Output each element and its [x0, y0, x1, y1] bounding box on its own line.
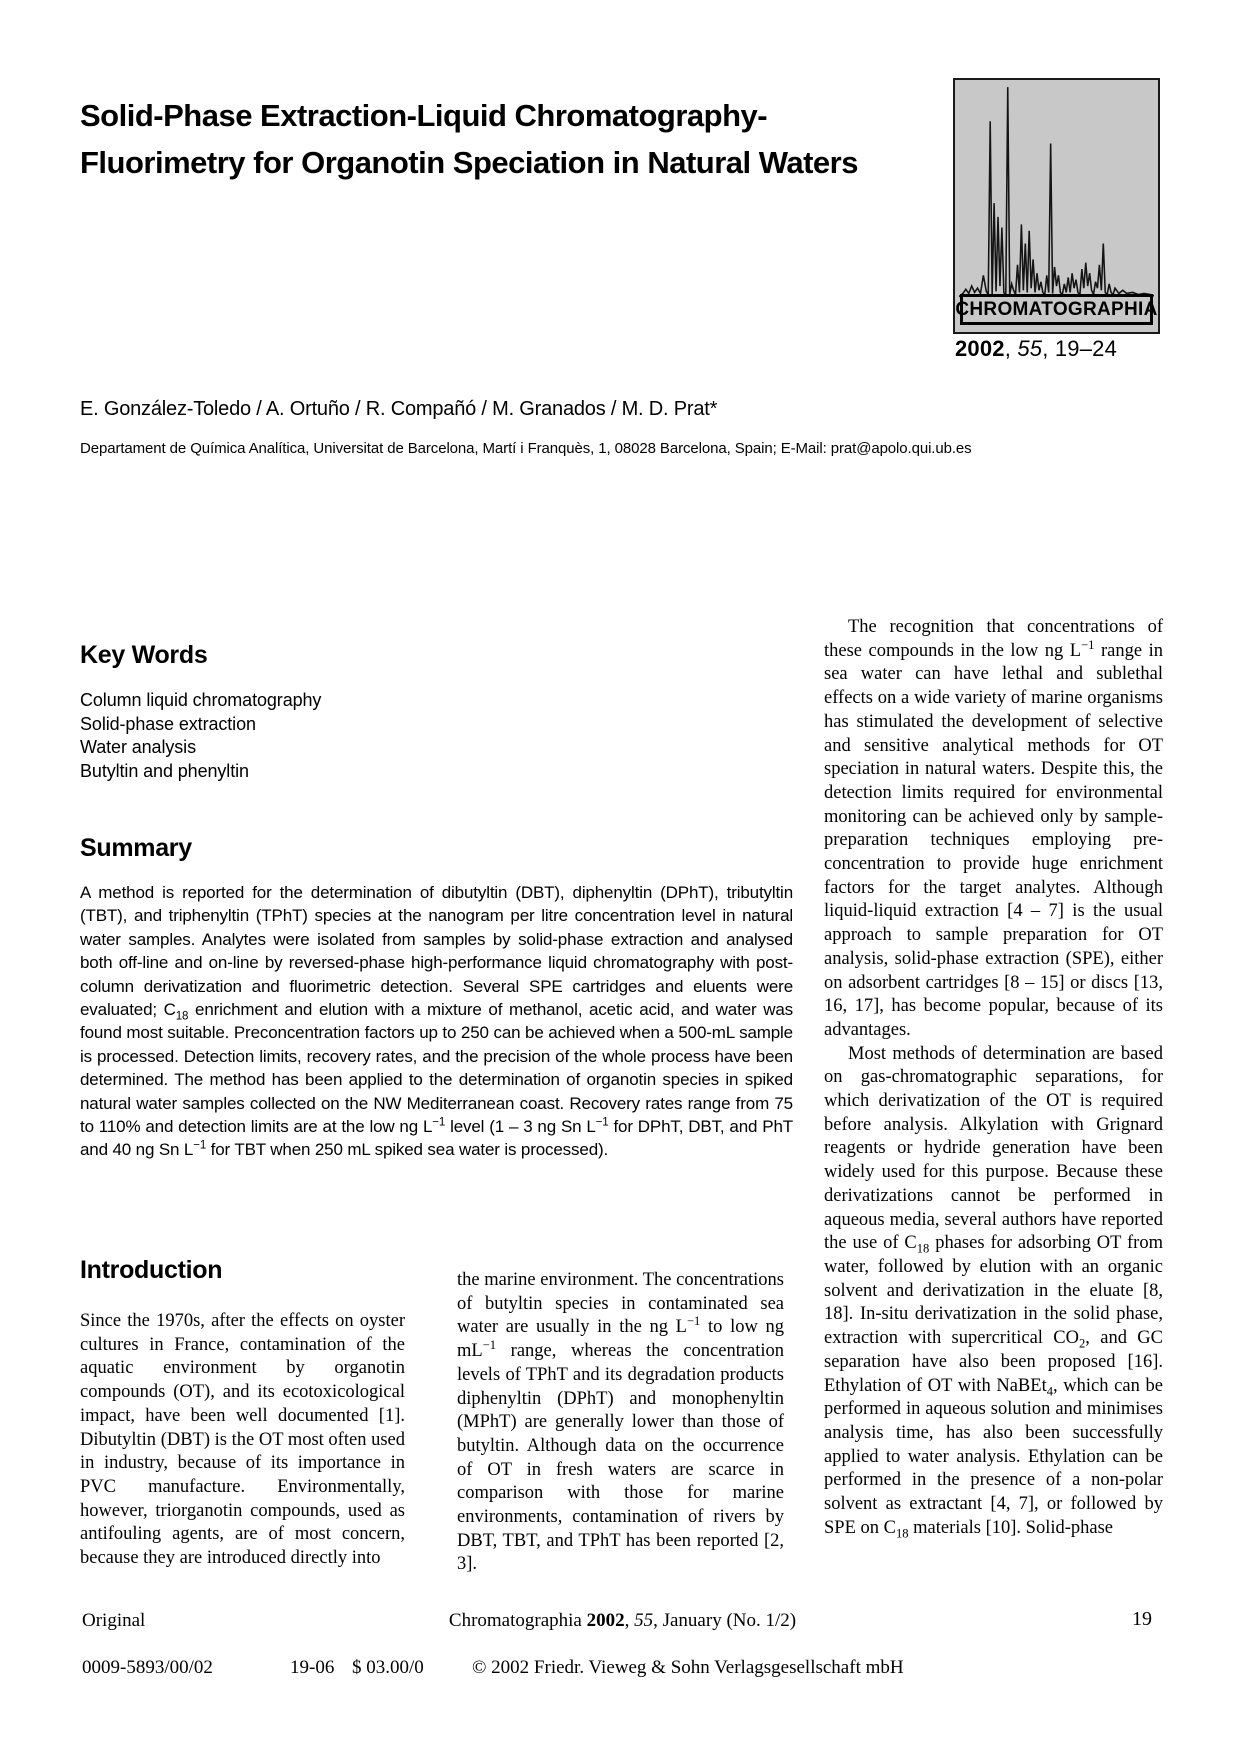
article-code: 19-06	[290, 1657, 335, 1678]
introduction-column-1: Since the 1970s, after the effects on oyster cultures in France, contamination of the aquatic environment by organotin compounds (OT), and its ecotoxicological impact, have been well documented [1]. Dibutyltin (DBT) is the OT most often used in industry, because of its importance in PVC manufacture. Environmentally, however, triorganotin compounds, used as antifouling agents, are of most concern, because they are introduced directly into	[80, 1311, 405, 1569]
citation-line	[955, 336, 1117, 362]
body-paragraph: The recognition that concentrations of these compounds in the low ng $L^{-1}$ range in sea water can have lethal and sublethal effects on a wide variety of marine organisms has stimulated the development of selective and sensitive analytical methods for OT speciation in natural waters. Despite this, the detection limits required for environmental monitoring can be achieved only by sample-preparation techniques employing pre-concentration to provide huge enrichment factors for the target analytes. Although liquid-liquid extraction [4 – 7] is the usual approach to sample preparation for OT analysis, solid-phase extraction (SPE), either on adsorbent cartridges [8 – 15] or discs [13, 16, 17], has become popular, because of its advantages.	[824, 617, 1163, 1040]
keyword-item: Solid-phase extraction	[80, 713, 256, 734]
chromatographia-logo	[953, 78, 1160, 334]
page-number: 19	[1132, 1608, 1152, 1630]
introduction-heading: Introduction	[80, 1256, 223, 1284]
issn-code: 0009-5893/00/02	[82, 1657, 213, 1678]
logo-wordmark: CHROMATOGRAPHIA	[960, 294, 1153, 325]
keywords-heading: Key Words	[80, 641, 208, 669]
article-title: Solid-Phase Extraction-Liquid Chromatography-Fluorimetry for Organotin Speciation in Natural Waters	[80, 98, 858, 180]
introduction-column-2: the marine environment. The concentrations of butyltin species in contaminated sea water are usually in the ng $L^{-1}$ to low ng $mL^{-1}$ range, whereas the concentration levels of TPhT and its degradation products diphenyltin (DPhT) and monophenyltin (MPhT) are generally lower than those of butyltin. Although data on the occurrence of OT in fresh waters are scarce in comparison with those for marine environments, contamination of rivers by DBT, TBT, and TPhT has been reported [2, 3].	[457, 1270, 785, 1575]
affiliation-line: Departament de Química Analítica, Universitat de Barcelona, Martí i Franquès, 1, 08028 Barcelona, Spain; E-Mail: prat@apolo.qui.ub.es	[80, 440, 972, 457]
keywords-list	[80, 689, 321, 783]
summary-heading: Summary	[80, 834, 192, 862]
right-column	[824, 616, 1163, 1540]
copyright-line: © 2002 Friedr. Vieweg & Sohn Verlagsgesellschaft mbH	[472, 1657, 904, 1678]
journal-volume: 55	[634, 1610, 654, 1631]
chromatogram-icon	[959, 84, 1154, 302]
citation-volume: 55	[1017, 336, 1043, 361]
journal-separator: ,	[624, 1610, 635, 1631]
citation-separator: ,	[1004, 336, 1018, 361]
summary-text: A method is reported for the determination of dibutyltin (DBT), diphenyltin (DPhT), tributyltin (TBT), and triphenyltin (TPhT) species at the nanogram per litre concentration level in natural water samples. Analytes were isolated from samples by solid-phase extraction and analysed both off-line and on-line by reversed-phase high-performance liquid chromatography with post-column derivatization and fluorimetric detection. Several SPE cartridges and eluents were evaluated; $C_{18}$ enrichment and elution with a mixture of methanol, acetic acid, and water was found most suitable. Preconcentration factors up to 250 can be achieved when a 500-mL sample is processed. Detection limits, recovery rates, and the precision of the whole process have been determined. The method has been applied to the determination of organotin species in spiked natural water samples collected on the NW Mediterranean coast. Recovery rates range from 75 to 110% and detection limits are at the low ng $L^{-1}$ level (1 – 3 ng Sn $L^{-1}$ for DPhT, DBT, and PhT and 40 ng Sn $L^{-1}$ for TBT when 250 mL spiked sea water is processed).	[80, 883, 793, 1160]
journal-issue: , January (No. 1/2)	[653, 1610, 797, 1631]
body-paragraph: Most methods of determination are based on gas-chromatographic separations, for which derivatization of the OT is required before analysis. Alkylation with Grignard reagents or hydride generation have been widely used for this purpose. Because these derivatizations cannot be performed in aqueous media, several authors have reported the use of $C_{18}$ phases for adsorbing OT from water, followed by elution with an organic solvent and derivatization in the eluate [8, 18]. In-situ derivatization in the solid phase, extraction with supercritical $CO_2$, and GC separation have also been proposed [16]. Ethylation of OT with NaBEt$_4$, which can be performed in aqueous solution and minimises analysis time, has also been successfully applied to water analysis. Ethylation can be performed in the presence of a non-polar solvent as extractant [4, 7], or followed by SPE on $C_{18}$ materials [10]. Solid-phase	[824, 1043, 1163, 1541]
journal-footer-line	[0, 1610, 1245, 1632]
citation-pages: , 19–24	[1042, 336, 1118, 361]
article-category: Original	[82, 1610, 146, 1631]
price-code: $ 03.00/0	[352, 1657, 424, 1678]
authors-line: E. González-Toledo / A. Ortuño / R. Compañó / M. Granados / M. D. Prat*	[80, 398, 718, 420]
journal-name: Chromatographia	[448, 1610, 587, 1631]
keyword-item: Column liquid chromatography	[80, 690, 322, 710]
keyword-item: Butyltin and phenyltin	[80, 760, 249, 781]
citation-year: 2002	[955, 336, 1005, 361]
keyword-item: Water analysis	[80, 737, 196, 757]
journal-year: 2002	[586, 1610, 625, 1631]
